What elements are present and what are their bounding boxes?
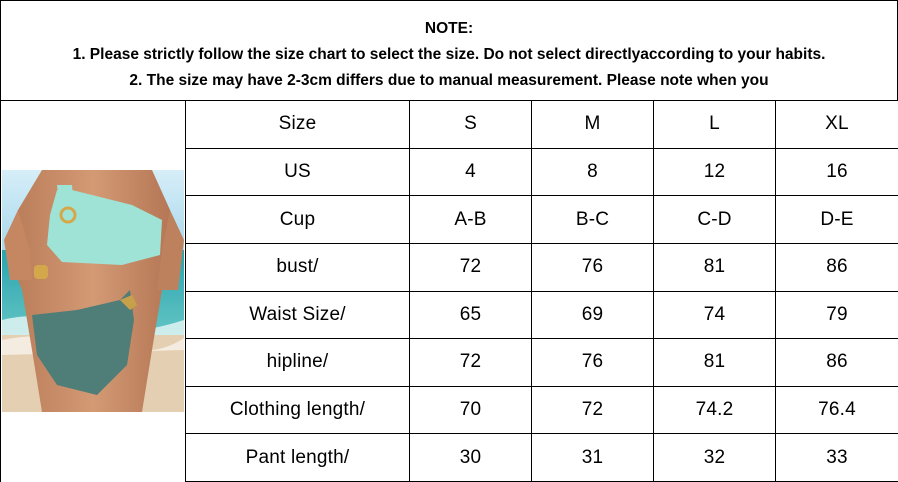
- table-cell: 86: [776, 243, 898, 291]
- column-header: L: [654, 101, 776, 149]
- table-cell: 70: [410, 386, 532, 434]
- row-label: hipline/: [186, 339, 410, 387]
- row-label: bust/: [186, 243, 410, 291]
- table-row: [186, 386, 898, 434]
- table-cell: 76: [532, 339, 654, 387]
- size-table: [185, 100, 898, 482]
- table-cell: 72: [532, 386, 654, 434]
- row-label: US: [186, 148, 410, 196]
- table-cell: 33: [776, 434, 898, 482]
- note-line-1: 1. Please strictly follow the size chart to select the size. Do not select directlyaccording to your habits.: [72, 46, 826, 63]
- table-cell: 30: [410, 434, 532, 482]
- table-row: [186, 339, 898, 387]
- product-photo: [2, 170, 184, 412]
- swimsuit-photo-icon: [2, 170, 184, 412]
- note-line-2: 2. The size may have 2-3cm differs due to manual measurement. Please note when you: [129, 72, 769, 89]
- table-header-row: [186, 101, 898, 149]
- table-cell: 81: [654, 339, 776, 387]
- table-cell: 76: [532, 243, 654, 291]
- table-cell: 65: [410, 291, 532, 339]
- column-header: XL: [776, 101, 898, 149]
- table-cell: 12: [654, 148, 776, 196]
- table-cell: 8: [532, 148, 654, 196]
- table-cell: C-D: [654, 196, 776, 244]
- table-cell: 72: [410, 243, 532, 291]
- table-cell: 74.2: [654, 386, 776, 434]
- table-cell: B-C: [532, 196, 654, 244]
- note-title: NOTE:: [424, 20, 474, 37]
- table-row: [186, 196, 898, 244]
- table-cell: 72: [410, 339, 532, 387]
- size-chart: [185, 100, 898, 482]
- outer-left-border: [0, 100, 1, 482]
- note-box: [0, 0, 898, 101]
- table-cell: A-B: [410, 196, 532, 244]
- table-cell: 4: [410, 148, 532, 196]
- table-cell: 31: [532, 434, 654, 482]
- row-label: Pant length/: [186, 434, 410, 482]
- row-label: Clothing length/: [186, 386, 410, 434]
- table-cell: 81: [654, 243, 776, 291]
- table-cell: 32: [654, 434, 776, 482]
- table-cell: 16: [776, 148, 898, 196]
- table-cell: 86: [776, 339, 898, 387]
- table-cell: 79: [776, 291, 898, 339]
- row-label: Cup: [186, 196, 410, 244]
- table-row: [186, 243, 898, 291]
- table-row: [186, 148, 898, 196]
- table-row: [186, 434, 898, 482]
- table-cell: D-E: [776, 196, 898, 244]
- row-label: Waist Size/: [186, 291, 410, 339]
- column-header: Size: [186, 101, 410, 149]
- table-cell: 74: [654, 291, 776, 339]
- column-header: S: [410, 101, 532, 149]
- table-cell: 76.4: [776, 386, 898, 434]
- table-cell: 69: [532, 291, 654, 339]
- column-header: M: [532, 101, 654, 149]
- table-row: [186, 291, 898, 339]
